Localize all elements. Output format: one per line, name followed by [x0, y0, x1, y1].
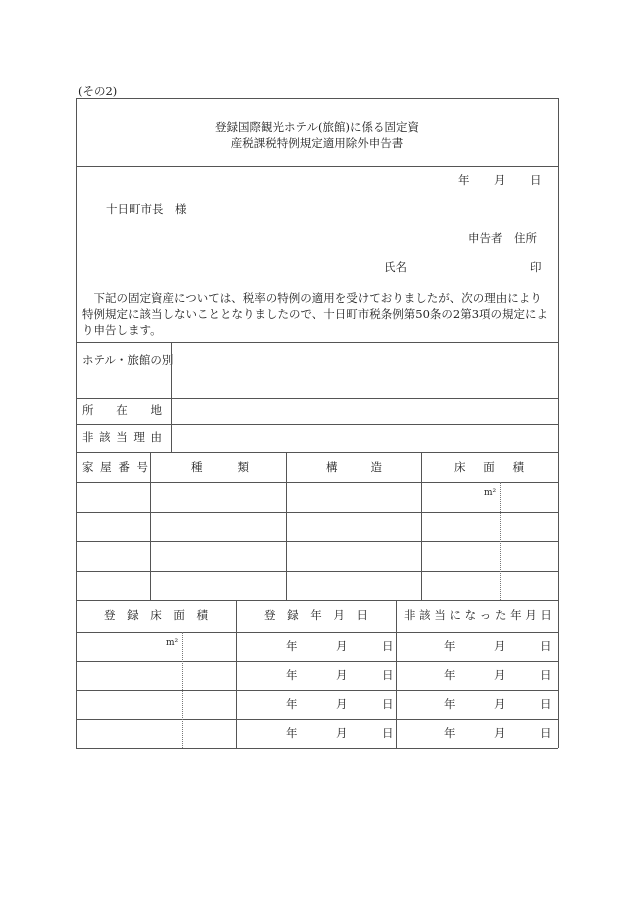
na-date-year: 年: [444, 697, 456, 711]
reg-date-day: 日: [382, 639, 394, 653]
non-applicable-date-header: 非 該 当 に な っ た 年 月 日: [404, 608, 552, 622]
reg-date-day: 日: [382, 726, 394, 740]
reg-date-day: 日: [382, 697, 394, 711]
form-title-line2: 産税課税特例規定適用除外申告書: [230, 136, 404, 150]
address-label: 住所: [514, 231, 537, 245]
floor-area-header: 床 面 積: [454, 460, 524, 474]
na-date-day: 日: [540, 639, 552, 653]
addressee: 十日町市長 様: [106, 202, 187, 216]
na-date-month: 月: [494, 639, 506, 653]
na-date-month: 月: [494, 668, 506, 682]
reg-date-month: 月: [336, 668, 348, 682]
form-number: (その2): [78, 84, 118, 98]
registration-date-header: 登 録 年 月 日: [264, 608, 368, 622]
reason-label: 非 該 当 理 由: [82, 430, 162, 444]
declaration-form: [76, 98, 558, 748]
date-month-label: 月: [494, 173, 506, 187]
na-date-year: 年: [444, 668, 456, 682]
registered-area-unit: m²: [166, 638, 179, 648]
applicant-label: 申告者: [468, 231, 503, 245]
date-day-label: 日: [530, 173, 542, 187]
reg-date-year: 年: [286, 726, 298, 740]
date-year-label: 年: [458, 173, 470, 187]
statement-text: 下記の固定資産については、税率の特例の適用を受けておりましたが、次の理由により特例規定に該当しないこととなりましたので、十日町市税条例第50条の2第3項の規定により申告します。: [82, 291, 549, 337]
location-label: 所 在 地: [82, 403, 162, 417]
floor-area-unit: m²: [484, 488, 497, 498]
reg-date-day: 日: [382, 668, 394, 682]
name-label: 氏名: [384, 260, 407, 274]
na-date-month: 月: [494, 726, 506, 740]
reg-date-year: 年: [286, 639, 298, 653]
reg-date-year: 年: [286, 697, 298, 711]
na-date-day: 日: [540, 726, 552, 740]
reg-date-month: 月: [336, 639, 348, 653]
structure-header: 構 造: [326, 460, 382, 474]
hotel-type-label: ホテル・旅館の別: [82, 353, 174, 367]
na-date-year: 年: [444, 726, 456, 740]
na-date-day: 日: [540, 697, 552, 711]
na-date-day: 日: [540, 668, 552, 682]
seal-mark: 印: [530, 260, 542, 274]
na-date-year: 年: [444, 639, 456, 653]
reg-date-month: 月: [336, 726, 348, 740]
registered-floor-area-header: 登 録 床 面 積: [104, 608, 208, 622]
na-date-month: 月: [494, 697, 506, 711]
house-number-header: 家 屋 番 号: [82, 460, 148, 474]
form-title-line1: 登録国際観光ホテル(旅館)に係る固定資: [215, 120, 419, 134]
type-header: 種 類: [191, 460, 249, 474]
reg-date-year: 年: [286, 668, 298, 682]
reg-date-month: 月: [336, 697, 348, 711]
